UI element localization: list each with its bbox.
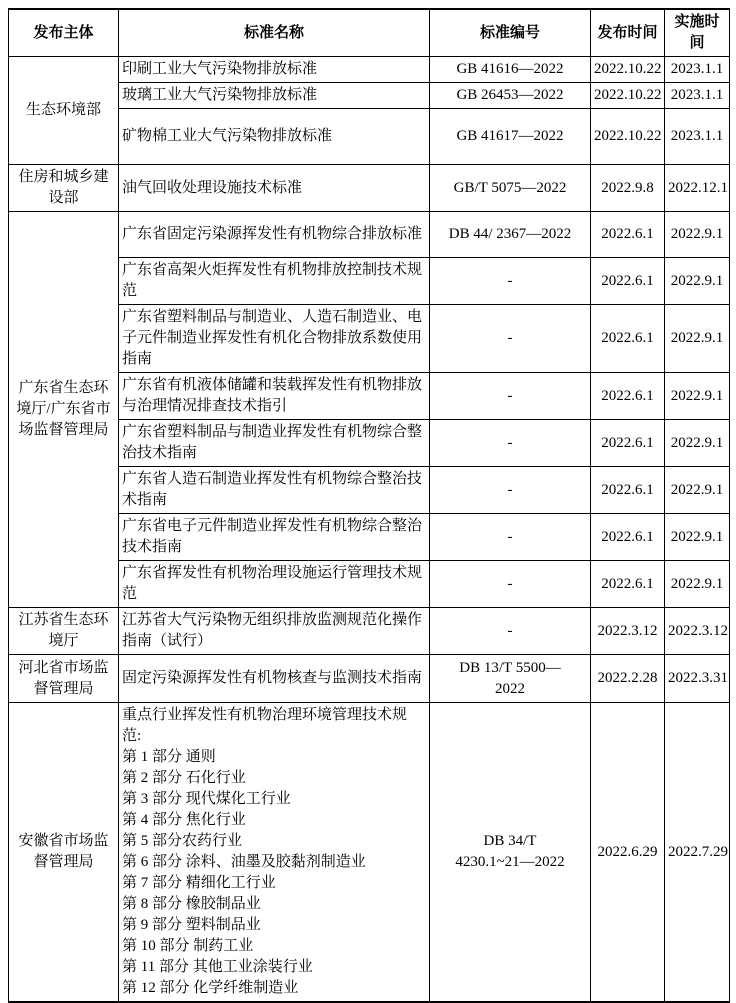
published-date-cell: 2022.2.28 [591, 655, 665, 703]
standard-code-cell: - [430, 514, 591, 561]
standard-name-cell: 广东省电子元件制造业挥发性有机物综合整治技术指南 [119, 514, 430, 561]
standard-name-line: 重点行业挥发性有机物治理环境管理技术规范: [122, 707, 408, 744]
standard-name-line: 第 6 部分 涂料、油墨及胶黏剂制造业 [122, 854, 366, 870]
standard-name-line: 第 3 部分 现代煤化工行业 [122, 791, 291, 807]
table-row [9, 212, 730, 258]
standard-name-line: 第 2 部分 石化行业 [122, 770, 246, 786]
standard-name-line: 第 1 部分 通则 [122, 749, 216, 765]
standard-code-cell: - [430, 561, 591, 608]
published-date-cell: 2022.6.1 [591, 561, 665, 608]
standard-code-cell [430, 703, 591, 1003]
standard-name-line: 第 11 部分 其他工业涂装行业 [122, 959, 313, 975]
standard-name-line: 第 7 部分 精细化工行业 [122, 875, 276, 891]
effective-date-cell: 2022.9.1 [665, 212, 730, 258]
standard-name-line: 第 9 部分 塑料制品业 [122, 917, 261, 933]
published-date-cell: 2022.6.1 [591, 514, 665, 561]
standards-table [8, 8, 730, 1003]
published-date-cell: 2022.10.22 [591, 109, 665, 165]
standard-name-cell: 广东省人造石制造业挥发性有机物综合整治技术指南 [119, 467, 430, 514]
effective-date-cell: 2023.1.1 [665, 83, 730, 109]
standard-name-line: 第 12 部分 化学纤维制造业 [122, 980, 299, 996]
effective-date-cell: 2022.9.1 [665, 373, 730, 420]
effective-date-cell: 2022.9.1 [665, 514, 730, 561]
standard-name-line: 第 5 部分农药行业 [122, 833, 243, 849]
standards-table-body [9, 57, 730, 1003]
standard-code-cell: - [430, 305, 591, 373]
published-date-cell: 2022.6.1 [591, 258, 665, 305]
effective-date-cell: 2022.7.29 [665, 703, 730, 1003]
column-header-effective-date: 实施时间 [665, 9, 730, 57]
standard-code-cell: GB/T 5075—2022 [430, 165, 591, 212]
effective-date-cell: 2022.9.1 [665, 305, 730, 373]
published-date-cell: 2022.10.22 [591, 57, 665, 83]
standard-code-line: DB 13/T 5500— [459, 659, 561, 676]
column-header-published-date: 发布时间 [591, 9, 665, 57]
effective-date-cell: 2022.9.1 [665, 420, 730, 467]
standard-name-cell: 广东省有机液体储罐和装载挥发性有机物排放与治理情况排查技术指引 [119, 373, 430, 420]
publisher-cell: 广东省生态环境厅/广东省市场监督管理局 [9, 212, 119, 608]
publisher-cell: 安徽省市场监督管理局 [9, 703, 119, 1003]
standard-name-cell: 广东省塑料制品与制造业挥发性有机物综合整治技术指南 [119, 420, 430, 467]
standard-name-cell: 广东省高架火炬挥发性有机物排放控制技术规范 [119, 258, 430, 305]
standard-code-cell: GB 41616—2022 [430, 57, 591, 83]
standard-code-cell: DB 44/ 2367—2022 [430, 212, 591, 258]
table-row [9, 165, 730, 212]
standard-code-cell: - [430, 608, 591, 655]
standard-code-cell: - [430, 420, 591, 467]
published-date-cell: 2022.6.1 [591, 305, 665, 373]
table-row [9, 57, 730, 83]
effective-date-cell: 2023.1.1 [665, 109, 730, 165]
standard-code-line: 4230.1~21—2022 [455, 854, 565, 870]
standard-name-cell: 油气回收处理设施技术标准 [119, 165, 430, 212]
standard-name-line: 第 10 部分 制药工业 [122, 938, 254, 954]
published-date-cell: 2022.10.22 [591, 83, 665, 109]
published-date-cell: 2022.6.1 [591, 467, 665, 514]
standard-name-cell: 印刷工业大气污染物排放标准 [119, 57, 430, 83]
standard-name-cell: 矿物棉工业大气污染物排放标准 [119, 109, 430, 165]
effective-date-cell: 2022.12.1 [665, 165, 730, 212]
standard-name-cell: 江苏省大气污染物无组织排放监测规范化操作指南（试行） [119, 608, 430, 655]
standard-code-cell: - [430, 258, 591, 305]
table-header-row [9, 9, 730, 57]
published-date-cell: 2022.6.1 [591, 212, 665, 258]
effective-date-cell: 2022.3.12 [665, 608, 730, 655]
effective-date-cell: 2022.9.1 [665, 467, 730, 514]
published-date-cell: 2022.6.1 [591, 373, 665, 420]
standard-code-cell: GB 41617—2022 [430, 109, 591, 165]
standard-name-cell: 广东省塑料制品与制造业、人造石制造业、电子元件制造业挥发性有机化合物排放系数使用指南 [119, 305, 430, 373]
standard-name-line: 第 4 部分 焦化行业 [122, 812, 246, 828]
effective-date-cell: 2022.9.1 [665, 561, 730, 608]
standard-name-cell: 广东省固定污染源挥发性有机物综合排放标准 [119, 212, 430, 258]
effective-date-cell: 2022.3.31 [665, 655, 730, 703]
table-row [9, 608, 730, 655]
publisher-cell: 河北省市场监督管理局 [9, 655, 119, 703]
standard-name-cell: 固定污染源挥发性有机物核查与监测技术指南 [119, 655, 430, 703]
published-date-cell: 2022.6.1 [591, 420, 665, 467]
published-date-cell: 2022.9.8 [591, 165, 665, 212]
published-date-cell: 2022.6.29 [591, 703, 665, 1003]
standard-name-cell [119, 703, 430, 1003]
column-header-publisher: 发布主体 [9, 9, 119, 57]
standard-name-cell: 广东省挥发性有机物治理设施运行管理技术规范 [119, 561, 430, 608]
publisher-cell: 住房和城乡建设部 [9, 165, 119, 212]
standard-code-cell: - [430, 467, 591, 514]
publisher-cell: 生态环境部 [9, 57, 119, 165]
standard-code-line: 2022 [495, 680, 525, 697]
standard-code-line: DB 34/T [483, 833, 537, 849]
table-row [9, 703, 730, 1003]
standard-name-cell: 玻璃工业大气污染物排放标准 [119, 83, 430, 109]
effective-date-cell: 2022.9.1 [665, 258, 730, 305]
published-date-cell: 2022.3.12 [591, 608, 665, 655]
column-header-standard-name: 标准名称 [119, 9, 430, 57]
standard-code-cell: GB 26453—2022 [430, 83, 591, 109]
column-header-standard-code: 标准编号 [430, 9, 591, 57]
publisher-cell: 江苏省生态环境厅 [9, 608, 119, 655]
standard-code-cell: - [430, 373, 591, 420]
standard-code-cell [430, 655, 591, 703]
standard-name-line: 第 8 部分 橡胶制品业 [122, 896, 261, 912]
effective-date-cell: 2023.1.1 [665, 57, 730, 83]
table-row [9, 655, 730, 703]
